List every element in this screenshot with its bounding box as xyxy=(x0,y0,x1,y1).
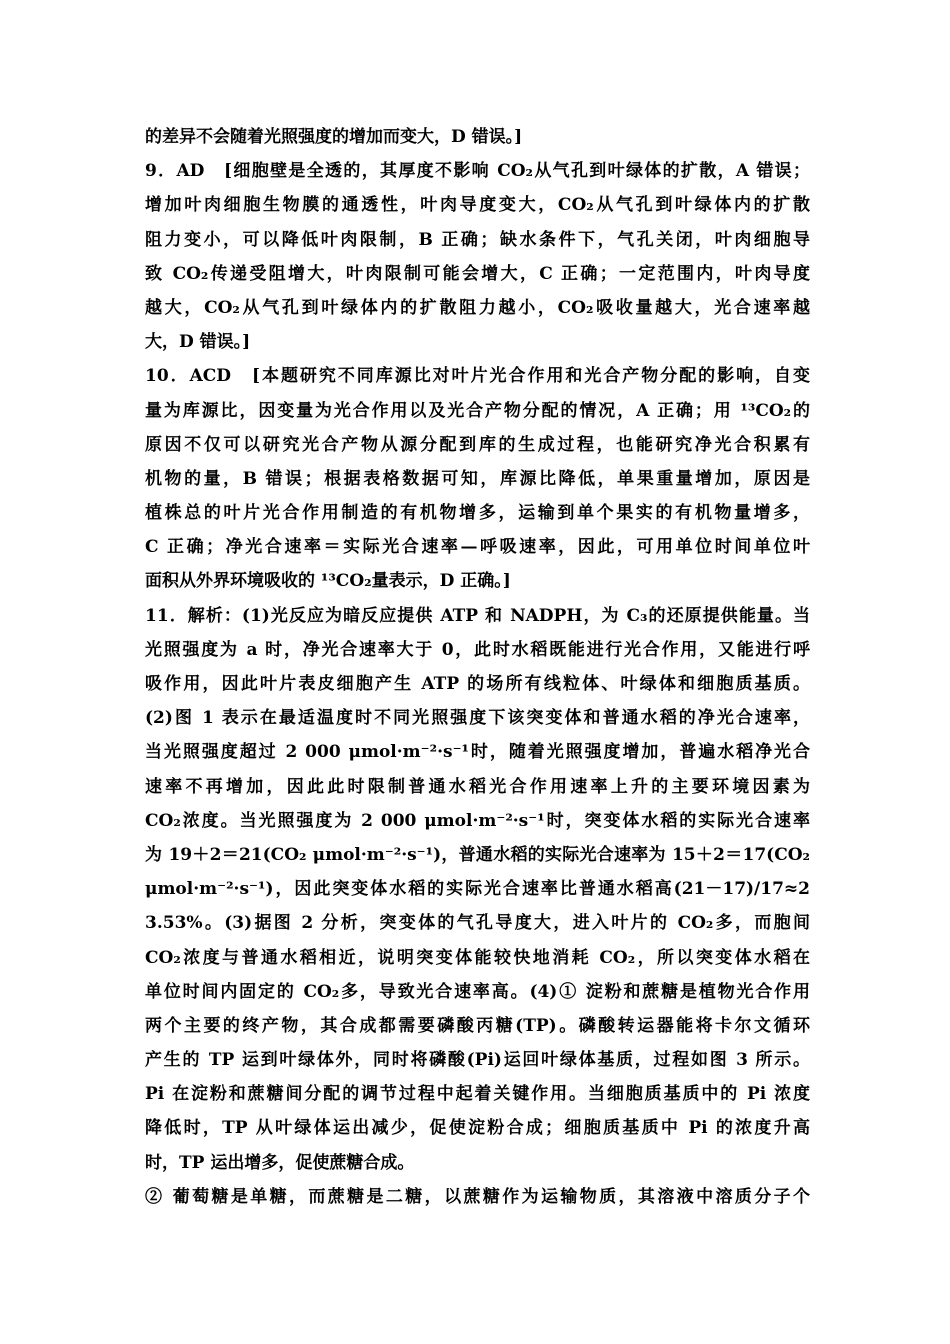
text-line: 单位时间内固定的 CO₂多，导致光合速率高。(4)① 淀粉和蔗糖是植物光合作用 xyxy=(145,981,810,1002)
text-line: 大，D 错误。] xyxy=(145,332,251,353)
text-line: (2)图 1 表示在最适温度时不同光照强度下该突变体和普通水稻的净光合速率， xyxy=(145,708,810,729)
text-line: 越大，CO₂从气孔到叶绿体内的扩散阻力越小，CO₂吸收量越大，光合速率越 xyxy=(145,297,810,318)
text-line: 速率不再增加，因此此时限制普通水稻光合作用速率上升的主要环境因素为 xyxy=(145,776,810,797)
text-line: 为 19＋2＝21(CO₂ μmol·m⁻²·s⁻¹)，普通水稻的实际光合速率为 15＋2＝17(CO₂ xyxy=(145,844,810,865)
answer-text-block xyxy=(145,120,810,1214)
text-line: 产生的 TP 运到叶绿体外，同时将磷酸(Pi)运回叶绿体基质，过程如图 3 所示。 xyxy=(145,1050,810,1071)
text-line: 量为库源比，因变量为光合作用以及光合产物分配的情况，A 正确；用 ¹³CO₂的 xyxy=(145,400,810,421)
text-line: 10．ACD [本题研究不同库源比对叶片光合作用和光合产物分配的影响，自变 xyxy=(145,366,810,387)
text-line: ② 葡萄糖是单糖，而蔗糖是二糖，以蔗糖作为运输物质，其溶液中溶质分子个 xyxy=(145,1186,810,1207)
text-line: 时，TP 运出增多，促使蔗糖合成。 xyxy=(145,1152,415,1173)
text-line: 11．解析：(1)光反应为暗反应提供 ATP 和 NADPH，为 C₃的还原提供能量。当 xyxy=(145,605,810,626)
text-line: 两个主要的终产物，其合成都需要磷酸丙糖(TP)。磷酸转运器能将卡尔文循环 xyxy=(145,1015,810,1036)
text-line: 吸作用，因此叶片表皮细胞产生 ATP 的场所有线粒体、叶绿体和细胞质基质。 xyxy=(145,674,810,694)
text-line: Pi 在淀粉和蔗糖间分配的调节过程中起着关键作用。当细胞质基质中的 Pi 浓度 xyxy=(145,1084,810,1105)
text-line: 3.53%。(3)据图 2 分析，突变体的气孔导度大，进入叶片的 CO₂多，而胞间 xyxy=(145,913,810,934)
text-line: 9．AD [细胞壁是全透的，其厚度不影响 CO₂从气孔到叶绿体的扩散，A 错误； xyxy=(145,161,810,182)
text-line: 当光照强度超过 2 000 μmol·m⁻²·s⁻¹时，随着光照强度增加，普遍水稻净光合 xyxy=(145,742,810,763)
text-line: 机物的量，B 错误；根据表格数据可知，库源比降低，单果重量增加，原因是 xyxy=(145,468,810,489)
text-line: 增加叶肉细胞生物膜的通透性，叶肉导度变大，CO₂从气孔到叶绿体内的扩散 xyxy=(145,195,810,216)
text-line: 的差异不会随着光照强度的增加而变大，D 错误。] xyxy=(145,127,523,147)
text-line: 阻力变小，可以降低叶肉限制，B 正确；缺水条件下，气孔关闭，叶肉细胞导 xyxy=(145,229,810,250)
text-line: 植株总的叶片光合作用制造的有机物增多，运输到单个果实的有机物量增多， xyxy=(145,503,810,524)
text-line: μmol·m⁻²·s⁻¹)，因此突变体水稻的实际光合速率比普通水稻高(21－17)/17≈2 xyxy=(145,879,810,900)
text-line: 光照强度为 a 时，净光合速率大于 0，此时水稻既能进行光合作用，又能进行呼 xyxy=(145,639,810,660)
text-line: 致 CO₂传递受阻增大，叶肉限制可能会增大，C 正确；一定范围内，叶肉导度 xyxy=(145,263,810,284)
text-line: 面积从外界环境吸收的 ¹³CO₂量表示，D 正确。] xyxy=(145,571,511,592)
text-line: 原因不仅可以研究光合产物从源分配到库的生成过程，也能研究净光合积累有 xyxy=(145,434,810,455)
text-line: C 正确；净光合速率＝实际光合速率—呼吸速率，因此，可用单位时间单位叶 xyxy=(145,537,810,558)
text-line: 降低时，TP 从叶绿体运出减少，促使淀粉合成；细胞质基质中 Pi 的浓度升高 xyxy=(145,1118,810,1139)
text-line: CO₂浓度。当光照强度为 2 000 μmol·m⁻²·s⁻¹时，突变体水稻的实际光合速率 xyxy=(145,810,810,831)
text-line: CO₂浓度与普通水稻相近，说明突变体能较快地消耗 CO₂，所以突变体水稻在 xyxy=(145,947,810,968)
